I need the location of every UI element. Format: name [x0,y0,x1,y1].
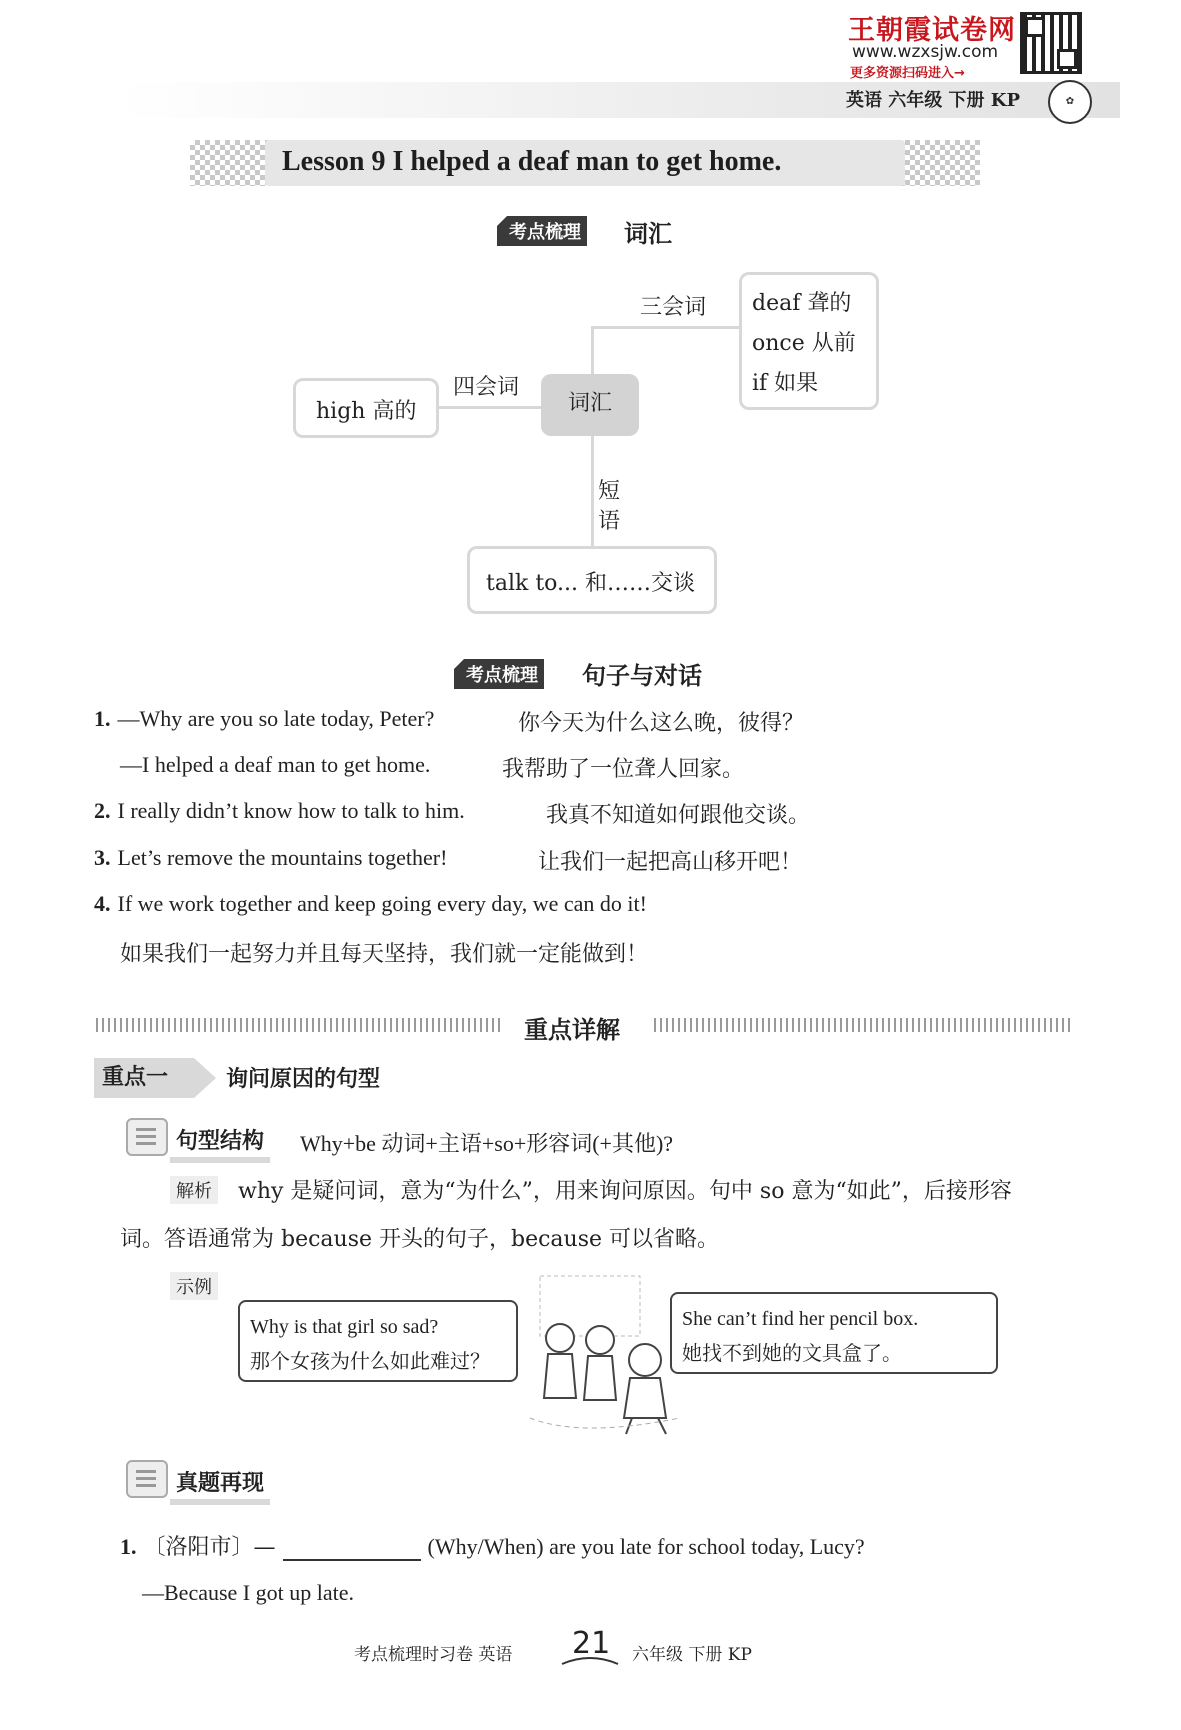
sentence-row-1 [94,706,434,732]
sentence-zh-1: 你今天为什么这么晚，彼得？ [518,711,805,736]
page-number: 21 [572,1626,611,1661]
sentence-zh-2: 我真不知道如何跟他交谈。 [546,803,811,828]
brand-more-text: 更多资源扫码进入→ [850,66,965,81]
exam-q1-answer: —Because I got up late. [142,1580,354,1605]
structure-icon [126,1118,168,1156]
bubble-left-en: Why is that girl so sad? [250,1316,439,1338]
header-meta: 英语 六年级 下册 KP [846,90,1020,111]
exam-q1-blank[interactable] [283,1534,421,1561]
sentence-zh-1b: 我帮助了一位聋人回家。 [502,757,745,782]
vocab-section-title: 词汇 [624,220,672,248]
sentence-row-4 [94,891,647,917]
four-word: high 高的 [316,399,417,424]
lesson-title: Lesson 9 I helped a deaf man to get home. [282,146,782,177]
exam-q1 [120,1530,865,1561]
branch-phrase-label-1: 短 [598,479,621,504]
sentence-en-1b: —I helped a deaf man to get home. [120,752,431,777]
sentence-num: 4. [94,891,111,916]
divider-right [654,1018,1074,1032]
map-line-down [591,436,594,548]
analysis-line-1: why 是疑问词，意为“为什么”，用来询问原因。句中 so 意为“如此”，后接形容 [238,1179,1012,1204]
sentence-en: If we work together and keep going every day, we can do it! [117,891,647,916]
analysis-label: 解析 [170,1176,218,1204]
bubble-right-zh: 她找不到她的文具盒了。 [682,1341,902,1365]
sentence-zh-4: 如果我们一起努力并且每天坚持，我们就一定能做到！ [120,942,649,967]
exam-label: 真题再现 [170,1466,270,1505]
structure-label: 句型结构 [170,1124,270,1163]
map-line-up [591,326,594,374]
sentence-row-2 [94,798,465,824]
sentence-num: 3. [94,845,111,870]
three-word-1: deaf 聋的 [752,291,852,316]
three-word-2: once 从前 [752,331,856,356]
branch-phrase-label-2: 语 [598,509,621,534]
divider-left [96,1018,504,1032]
phrase-text: talk to... 和……交谈 [486,571,695,596]
map-line-top [591,326,739,329]
example-label: 示例 [170,1272,218,1300]
brand-name: 王朝霞试卷网 [848,15,1016,46]
branch-three-label: 三会词 [640,295,707,320]
analysis-line-2: 词。答语通常为 because 开头的句子，because 可以省略。 [120,1227,720,1252]
sentence-num: 2. [94,798,111,823]
branch-four-label: 四会词 [453,375,520,400]
seal-icon: ✿ [1048,80,1092,124]
footer-right: 六年级 下册 KP [632,1645,752,1665]
exam-q1-text: (Why/When) are you late for school today, Lucy? [427,1534,865,1559]
exam-q1-source: 〔洛阳市〕— [143,1535,276,1560]
vocab-tag: 考点梳理 [497,216,587,246]
speech-bubble-left [238,1300,518,1382]
sentence-en: Let’s remove the mountains together! [117,845,448,870]
sentence-en: —Why are you so late today, Peter? [117,706,435,731]
key-point-title: 询问原因的句型 [226,1067,381,1092]
footer-left: 考点梳理时习卷 英语 [354,1645,513,1665]
map-line-left [437,406,543,409]
page-number-bracket-icon [560,1622,620,1672]
sentence-num: 1. [94,706,111,731]
bubble-right-en: She can’t find her pencil box. [682,1308,919,1330]
key-point-tab: 重点一 [94,1058,194,1098]
sentence-zh-3: 让我们一起把高山移开吧！ [538,850,803,875]
sentences-section-title: 句子与对话 [582,662,702,690]
map-center: 词汇 [541,374,639,436]
qr-code-icon[interactable] [1020,12,1082,74]
key-points-title: 重点详解 [524,1016,620,1044]
exam-icon [126,1460,168,1498]
structure-text: Why+be 动词+主语+so+形容词(+其他)? [300,1131,674,1156]
exam-q1-num: 1. [120,1534,137,1559]
brand-url[interactable]: www.wzxsjw.com [852,42,999,62]
three-word-3: if 如果 [752,371,819,396]
sentence-en: I really didn’t know how to talk to him. [117,798,465,823]
sentence-row-3 [94,845,447,871]
speech-bubble-right [670,1292,998,1374]
bubble-left-zh: 那个女孩为什么如此难过？ [250,1349,490,1373]
sentences-tag: 考点梳理 [454,659,544,689]
